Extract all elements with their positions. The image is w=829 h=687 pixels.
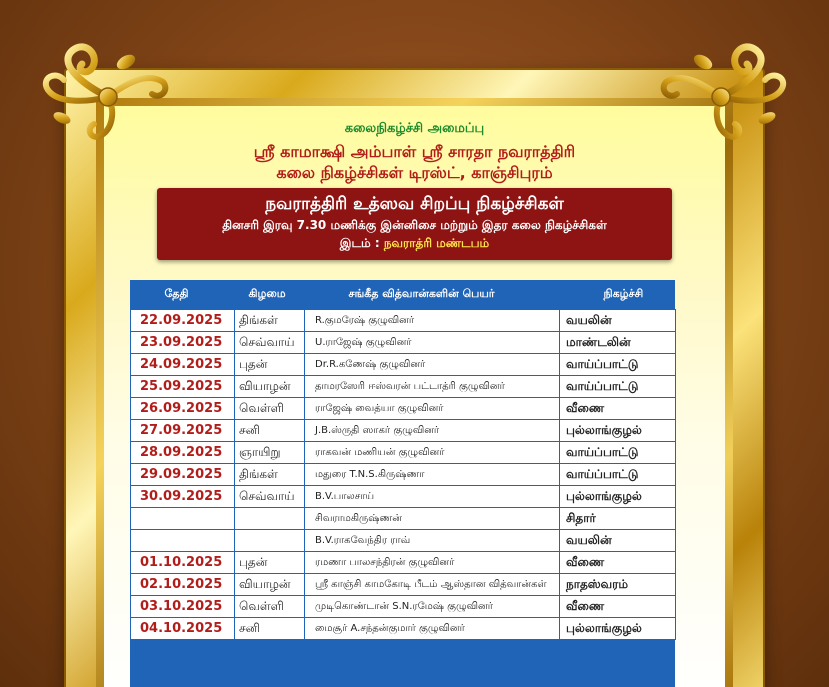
row-day [235,530,305,552]
row-program: சிதார் [560,508,676,530]
table-row [131,486,676,508]
table-row [131,552,676,574]
banner-subtitle: தினசரி இரவு 7.30 மணிக்கு இன்னிசை மற்றும் இதர கலை நிகழ்ச்சிகள் [222,218,607,232]
row-program: நாதஸ்வரம் [560,574,676,596]
table-row [131,442,676,464]
row-program: வாய்ப்பாட்டு [560,376,676,398]
row-day: சனி [235,420,305,442]
row-artist: U.ராஜேஷ் குழுவினர் [305,332,560,354]
row-artist: மைசூர் A.சந்தன்குமார் குழுவினர் [305,618,560,640]
row-artist: சிவராமகிருஷ்ணன் [305,508,560,530]
row-artist: B.V.பாலசாய் [305,486,560,508]
row-day: ஞாயிறு [235,442,305,464]
header-date: தேதி [164,287,189,300]
venue-label: இடம் : [339,236,380,250]
row-artist: J.B.ஸ்ருதி ஸாகர் குழுவினர் [305,420,560,442]
row-date: 04.10.2025 [131,618,235,640]
row-program: வாய்ப்பாட்டு [560,464,676,486]
banner-venue-line [157,236,672,252]
table-row [131,420,676,442]
row-date [131,530,235,552]
row-date: 29.09.2025 [131,464,235,486]
table-row [131,508,676,530]
table-header-row [131,280,676,310]
row-day: வெள்ளி [235,398,305,420]
event-banner [157,188,672,260]
table-row [131,398,676,420]
schedule-table-container [130,280,675,660]
row-program: வாய்ப்பாட்டு [560,442,676,464]
row-program: வயலின் [560,310,676,332]
row-date: 28.09.2025 [131,442,235,464]
row-program: வயலின் [560,530,676,552]
row-day: செவ்வாய் [235,486,305,508]
table-row [131,574,676,596]
row-day [235,508,305,530]
row-date: 30.09.2025 [131,486,235,508]
row-day: திங்கள் [235,464,305,486]
row-day: செவ்வாய் [235,332,305,354]
row-program: வாய்ப்பாட்டு [560,354,676,376]
row-program: வீணை [560,398,676,420]
row-date: 22.09.2025 [131,310,235,332]
row-artist: ஸ்ரீ காஞ்சி காமகோடி பீடம் ஆஸ்தான வித்வான்கள் [305,574,560,596]
table-row [131,596,676,618]
row-date: 25.09.2025 [131,376,235,398]
row-date: 23.09.2025 [131,332,235,354]
row-date: 03.10.2025 [131,596,235,618]
row-date: 27.09.2025 [131,420,235,442]
row-day: வியாழன் [235,574,305,596]
row-artist: தாமரஸேரி ஈஸ்வரன் பட்டாத்ரி குழுவினர் [305,376,560,398]
trust-name-line-1: ஸ்ரீ காமாக்ஷி அம்பாள் ஸ்ரீ சாரதா நவராத்திரி [253,142,576,161]
row-program: வீணை [560,552,676,574]
row-artist: ராகவன் மணியன் குழுவினர் [305,442,560,464]
table-row [131,618,676,640]
table-row [131,530,676,552]
row-artist: B.V.ராகவேந்திர ராவ் [305,530,560,552]
row-artist: Dr.R.கணேஷ் குழுவினர் [305,354,560,376]
organizer-label: கலைநிகழ்ச்சி அமைப்பு [344,121,485,136]
row-artist: முடிகொண்டான் S.N.ரமேஷ் குழுவினர் [305,596,560,618]
row-date [131,508,235,530]
row-date: 01.10.2025 [131,552,235,574]
row-program: மாண்டலின் [560,332,676,354]
row-program: புல்லாங்குழல் [560,420,676,442]
schedule-table [130,280,676,640]
row-day: புதன் [235,552,305,574]
header-artist: சங்கீத வித்வான்களின் பெயர் [348,287,495,300]
table-row [131,332,676,354]
row-program: புல்லாங்குழல் [560,618,676,640]
table-row [131,464,676,486]
row-program: வீணை [560,596,676,618]
row-artist: R.குமரேஷ் குழுவினர் [305,310,560,332]
row-date: 26.09.2025 [131,398,235,420]
row-program: புல்லாங்குழல் [560,486,676,508]
row-artist: ரமணா பாலசந்திரன் குழுவினர் [305,552,560,574]
row-artist: ராஜேஷ் வைத்யா குழுவினர் [305,398,560,420]
trust-name-line-2: கலை நிகழ்ச்சிகள் டிரஸ்ட், காஞ்சிபுரம் [276,163,553,182]
bottom-blue-strip [130,660,675,687]
row-day: வெள்ளி [235,596,305,618]
row-day: வியாழன் [235,376,305,398]
row-date: 24.09.2025 [131,354,235,376]
row-day: சனி [235,618,305,640]
table-row [131,376,676,398]
row-day: புதன் [235,354,305,376]
table-row [131,354,676,376]
row-day: திங்கள் [235,310,305,332]
row-date: 02.10.2025 [131,574,235,596]
table-row [131,310,676,332]
venue-name: நவராத்ரி மண்டபம் [383,236,490,250]
banner-title: நவராத்திரி உத்ஸவ சிறப்பு நிகழ்ச்சிகள் [265,194,564,214]
row-artist: மதுரை T.N.S.கிருஷ்ணா [305,464,560,486]
header-program: நிகழ்ச்சி [603,287,644,300]
header-day: கிழமை [248,287,286,300]
